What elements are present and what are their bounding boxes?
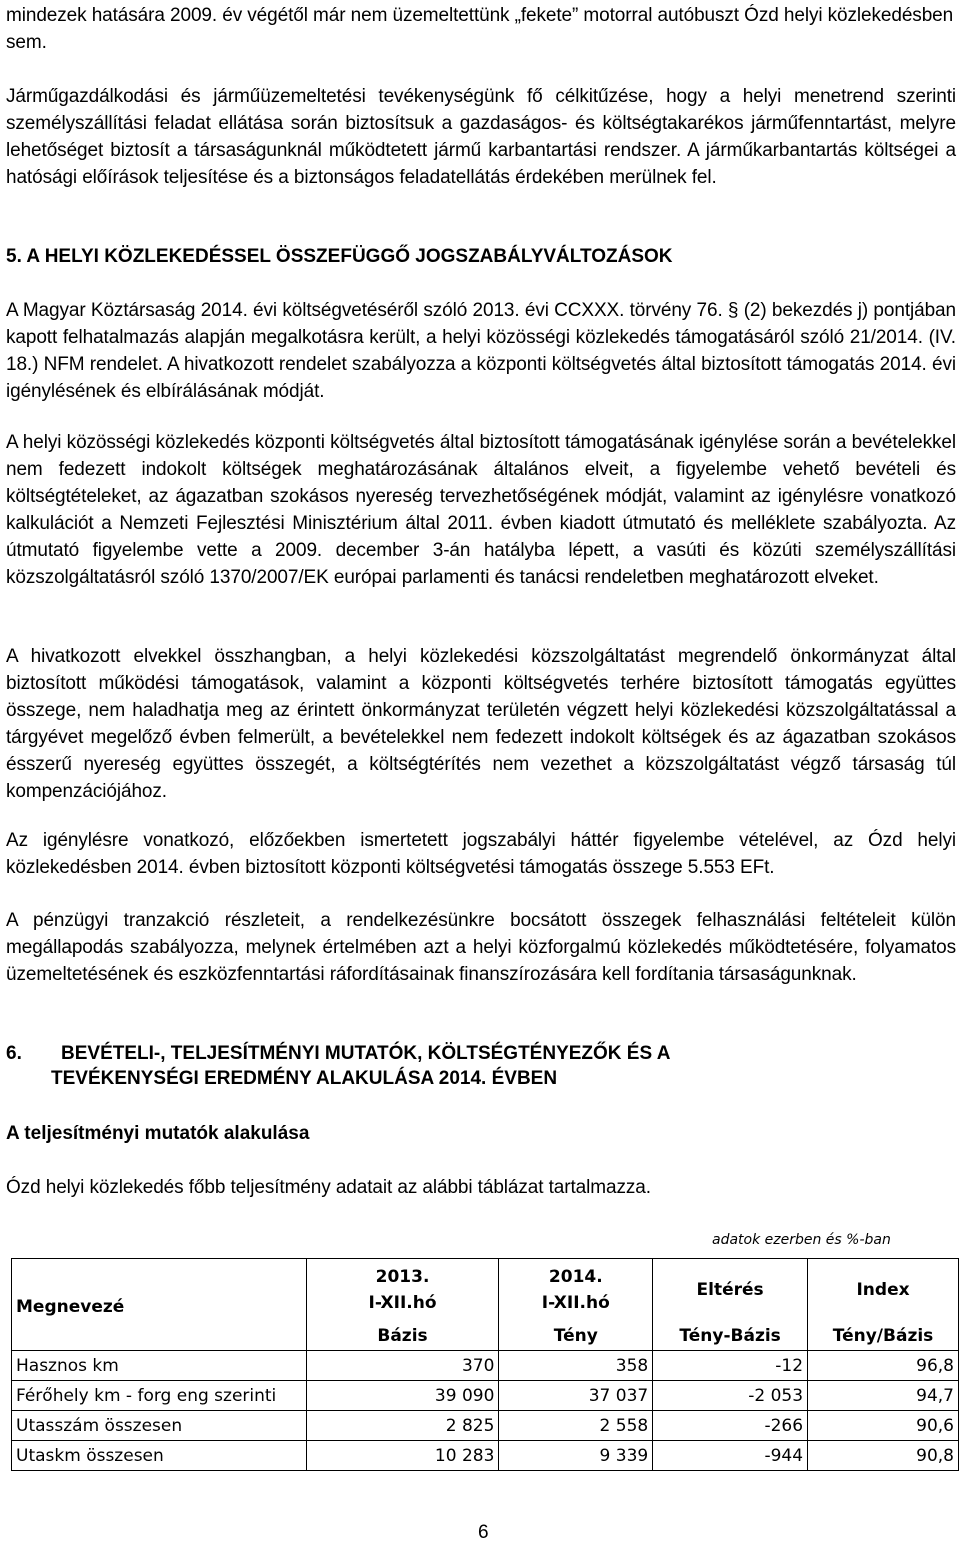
paragraph-table-intro: Ózd helyi közlekedés főbb teljesítmény adatait az alábbi táblázat tartalmazza. xyxy=(6,1177,651,1198)
section-6-number: 6. xyxy=(6,1043,22,1064)
row-base: 39 090 xyxy=(306,1381,499,1411)
row-index: 90,8 xyxy=(808,1441,959,1471)
paragraph-vehicle-management: Járműgazdálkodási és járműüzemeltetési tevékenységünk fő célkitűzése, hogy a helyi menetrend szerinti személyszállítási feladat ellátása során biztosítsuk a gazdaságos- és költségtakarékos járműfenntartást, melyre lehetőséget biztosít a társaságunknál működtetett jármű karbantartási rendszer. A járműkarbantartás költségei a hatósági előírások teljesítése és a biztonságos feladatellátás érdekében merülnek fel. xyxy=(6,86,956,188)
header-2013-period: I-XII.hó xyxy=(368,1293,437,1313)
table-unit-note: adatok ezerben és %-ban xyxy=(712,1232,891,1248)
subheader-empty xyxy=(12,1321,307,1351)
header-name: Megnevezé xyxy=(12,1259,307,1322)
row-base: 370 xyxy=(306,1351,499,1381)
row-actual: 2 558 xyxy=(499,1411,653,1441)
row-name: Utasszám összesen xyxy=(12,1411,307,1441)
paragraph-legislation: A Magyar Köztársaság 2014. évi költségvetéséről szóló 2013. évi CCXXX. törvény 76. § (2) bekezdés j) pontjában kapott felhatalmazás alapján megalkotásra került, a helyi közösségi közlekedés támogatásáról szóló 21/2014. (IV. 18.) NFM rendelet. A hivatkozott rendelet szabályozza a központi költségvetés által biztosított támogatás 2014. évi igénylésének és elbírálásának módját. xyxy=(6,300,956,402)
table-row xyxy=(12,1351,959,1381)
row-diff: -266 xyxy=(653,1411,808,1441)
section-6-title-line2: TEVÉKENYSÉGI EREDMÉNY ALAKULÁSA 2014. ÉVBEN xyxy=(51,1068,558,1089)
subsection-heading: A teljesítményi mutatók alakulása xyxy=(6,1123,310,1144)
subheader-base: Bázis xyxy=(306,1321,499,1351)
row-actual: 358 xyxy=(499,1351,653,1381)
row-base: 2 825 xyxy=(306,1411,499,1441)
subheader-actual: Tény xyxy=(499,1321,653,1351)
header-2014 xyxy=(499,1259,653,1322)
paragraph-subsidy-amount: Az igénylésre vonatkozó, előzőekben ismertetett jogszabályi háttér figyelembe vételével, az Ózd helyi közlekedésben 2014. évben biztosított központi költségvetési támogatás összege 5.553 EFt. xyxy=(6,830,956,878)
section-6-heading xyxy=(6,1041,956,1091)
page-number: 6 xyxy=(478,1522,489,1543)
row-name: Férőhely km - forg eng szerinti xyxy=(12,1381,307,1411)
row-diff: -944 xyxy=(653,1441,808,1471)
paragraph-financial-terms: A pénzügyi tranzakció részleteit, a rendelkezésünkre bocsátott összegek felhasználási feltételeit külön megállapodás szabályozza, melynek értelmében azt a helyi közforgalmú közlekedés működtetésére, folyamatos üzemeltetésének és eszközfenntartási ráfordításainak finanszírozására kell fordítania társaságunknak. xyxy=(6,910,956,985)
performance-table xyxy=(11,1258,959,1471)
row-index: 96,8 xyxy=(808,1351,959,1381)
header-2013 xyxy=(306,1259,499,1322)
section-5-heading: 5. A HELYI KÖZLEKEDÉSSEL ÖSSZEFÜGGŐ JOGSZABÁLYVÁLTOZÁSOK xyxy=(6,246,673,267)
row-base: 10 283 xyxy=(306,1441,499,1471)
row-diff: -2 053 xyxy=(653,1381,808,1411)
header-2014-period: I-XII.hó xyxy=(541,1293,610,1313)
table-row xyxy=(12,1411,959,1441)
paragraph-subsidy-guidance: A helyi közösségi közlekedés központi költségvetés által biztosított támogatásának igénylése során a bevételekkel nem fedezett indokolt költségek meghatározásának általános elveit, a figyelembe vehető bevételi és költségtételeket, az ágazatban szokásos nyereség tervezhetőségének módját, valamint az igénylésre vonatkozó kalkulációt a Nemzeti Fejlesztési Minisztérium által 2011. évben kiadott útmutató és melléklete szabályozta. Az útmutató figyelembe vette a 2009. december 3-án hatályba lépett, a vasúti és közúti személyszállítási közszolgáltatásról szóló 1370/2007/EK európai parlamenti és tanácsi rendeletben meghatározott elveket. xyxy=(6,432,956,588)
header-2014-year: 2014. xyxy=(548,1267,603,1287)
header-2013-year: 2013. xyxy=(375,1267,430,1287)
paragraph-intro: mindezek hatására 2009. év végétől már nem üzemeltettünk „fekete” motorral autóbuszt Ózd helyi közlekedésben sem. xyxy=(6,5,954,53)
header-index: Index xyxy=(808,1259,959,1322)
table-row xyxy=(12,1441,959,1471)
row-actual: 9 339 xyxy=(499,1441,653,1471)
header-diff: Eltérés xyxy=(653,1259,808,1322)
subheader-index: Tény/Bázis xyxy=(808,1321,959,1351)
table-row xyxy=(12,1381,959,1411)
subheader-diff: Tény-Bázis xyxy=(653,1321,808,1351)
table-subheader-row xyxy=(12,1321,959,1351)
paragraph-principles: A hivatkozott elvekkel összhangban, a helyi közlekedési közszolgáltatást megrendelő önkormányzat által biztosított működési támogatások, valamint a központi költségvetés terhére biztosított támogatás együttes összege, nem haladhatja meg az érintett önkormányzat területén végzett helyi közlekedési közszolgáltatással a tárgyévet megelőző évben felmerült, a bevételekkel nem fedezett indokolt költségek és az ágazatban szokásos ésszerű nyereség együttes összegét, a költségtérítés nem vezethet a közszolgáltatást végző társaság túl kompenzációjához. xyxy=(6,646,956,802)
row-name: Utaskm összesen xyxy=(12,1441,307,1471)
table-header-row xyxy=(12,1259,959,1322)
row-index: 94,7 xyxy=(808,1381,959,1411)
row-index: 90,6 xyxy=(808,1411,959,1441)
row-actual: 37 037 xyxy=(499,1381,653,1411)
row-name: Hasznos km xyxy=(12,1351,307,1381)
row-diff: -12 xyxy=(653,1351,808,1381)
section-6-title-line1: BEVÉTELI-, TELJESÍTMÉNYI MUTATÓK, KÖLTSÉGTÉNYEZŐK ÉS A xyxy=(61,1043,671,1064)
